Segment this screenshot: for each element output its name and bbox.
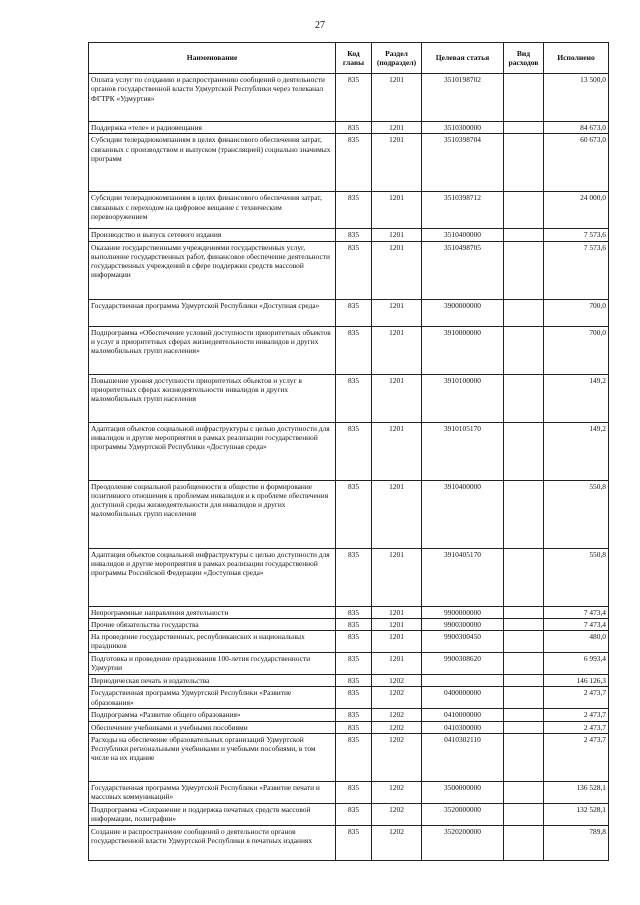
row-section-cell: 1201 — [372, 134, 422, 192]
row-type-cell — [504, 241, 544, 299]
table-row — [89, 687, 609, 709]
row-name-cell: Расходы на обеспечение образовательных организаций Удмуртской Республики региональными учебниками и учебными пособиями, в том числе на их издание — [89, 733, 336, 781]
row-type-cell — [504, 480, 544, 548]
row-amount-cell: 60 673,0 — [544, 134, 609, 192]
table-body — [89, 74, 609, 861]
row-section-cell: 1201 — [372, 548, 422, 606]
table-row — [89, 721, 609, 733]
table-row — [89, 374, 609, 422]
header-executed: Исполнено — [544, 43, 609, 74]
row-type-cell — [504, 721, 544, 733]
row-type-cell — [504, 631, 544, 653]
row-chapter-cell: 835 — [336, 606, 372, 618]
row-name-cell: Оказание государственными учреждениями государственных услуг, выполнение государственных работ, финансовое обеспечение деятельности государственных учреждений в сфере поддержки средств массовой информации — [89, 241, 336, 299]
table-row — [89, 229, 609, 241]
row-target-cell: 9900000000 — [422, 606, 504, 618]
row-target-cell: 0400000000 — [422, 687, 504, 709]
row-type-cell — [504, 134, 544, 192]
row-type-cell — [504, 606, 544, 618]
row-target-cell — [422, 675, 504, 687]
row-type-cell — [504, 74, 544, 122]
row-section-cell: 1201 — [372, 480, 422, 548]
row-target-cell: 3510198702 — [422, 74, 504, 122]
row-type-cell — [504, 675, 544, 687]
row-chapter-cell: 835 — [336, 781, 372, 803]
row-section-cell: 1202 — [372, 825, 422, 860]
row-section-cell: 1201 — [372, 422, 422, 480]
row-target-cell: 3910000000 — [422, 326, 504, 374]
row-name-cell: Периодическая печать и издательства — [89, 675, 336, 687]
row-name-cell: Непрограммные направления деятельности — [89, 606, 336, 618]
row-chapter-cell: 835 — [336, 229, 372, 241]
row-name-cell: Субсидии телерадиокомпаниям в целях финансового обеспечения затрат, связанных с переходом на цифровое вещание с техническим перевооружением — [89, 192, 336, 229]
row-amount-cell: 550,8 — [544, 548, 609, 606]
row-name-cell: Адаптация объектов социальной инфраструктуры с целью доступности для инвалидов и другие мероприятия в рамках реализации государственной программы Удмуртской Республики «Доступная среда» — [89, 422, 336, 480]
header-name: Наименование — [89, 43, 336, 74]
row-target-cell: 3910405170 — [422, 548, 504, 606]
row-type-cell — [504, 192, 544, 229]
row-amount-cell: 2 473,7 — [544, 709, 609, 721]
row-name-cell: Субсидии телерадиокомпаниям в целях финансового обеспечения затрат, связанных с производством и выпуском (трансляцией) социально значимых программ — [89, 134, 336, 192]
row-section-cell: 1201 — [372, 241, 422, 299]
row-amount-cell: 7 473,4 — [544, 618, 609, 630]
row-section-cell: 1202 — [372, 721, 422, 733]
row-amount-cell: 132 528,1 — [544, 803, 609, 825]
row-target-cell: 3510400000 — [422, 229, 504, 241]
row-section-cell: 1201 — [372, 122, 422, 134]
row-amount-cell: 7 473,4 — [544, 606, 609, 618]
table-row — [89, 134, 609, 192]
table-row — [89, 618, 609, 630]
row-section-cell: 1201 — [372, 618, 422, 630]
row-name-cell: Государственная программа Удмуртской Республики «Доступная среда» — [89, 299, 336, 326]
row-section-cell: 1201 — [372, 192, 422, 229]
row-name-cell: Повышение уровня доступности приоритетных объектов и услуг в приоритетных сферах жизнедеятельности инвалидов и других маломобильных групп населения — [89, 374, 336, 422]
table-row — [89, 675, 609, 687]
row-target-cell: 9900308620 — [422, 653, 504, 675]
row-chapter-cell: 835 — [336, 134, 372, 192]
header-section: Раздел (подраздел) — [372, 43, 422, 74]
row-amount-cell: 24 000,0 — [544, 192, 609, 229]
table-row — [89, 326, 609, 374]
row-type-cell — [504, 422, 544, 480]
table-row — [89, 606, 609, 618]
row-section-cell: 1201 — [372, 299, 422, 326]
row-chapter-cell: 835 — [336, 480, 372, 548]
row-chapter-cell: 835 — [336, 548, 372, 606]
row-target-cell: 9900300450 — [422, 631, 504, 653]
row-name-cell: На проведение государственных, республиканских и национальных праздников — [89, 631, 336, 653]
row-type-cell — [504, 229, 544, 241]
row-type-cell — [504, 709, 544, 721]
row-target-cell: 3510398704 — [422, 134, 504, 192]
table-row — [89, 422, 609, 480]
row-type-cell — [504, 122, 544, 134]
row-name-cell: Поддержка «теле» и радиовещания — [89, 122, 336, 134]
row-section-cell: 1202 — [372, 687, 422, 709]
row-chapter-cell: 835 — [336, 74, 372, 122]
row-amount-cell: 149,2 — [544, 422, 609, 480]
table-row — [89, 74, 609, 122]
row-section-cell: 1202 — [372, 675, 422, 687]
expenditure-table — [88, 42, 609, 861]
row-section-cell: 1201 — [372, 74, 422, 122]
header-expense-type: Вид расходов — [504, 43, 544, 74]
row-target-cell: 3520200000 — [422, 825, 504, 860]
table-row — [89, 299, 609, 326]
row-section-cell: 1201 — [372, 374, 422, 422]
table-row — [89, 548, 609, 606]
row-section-cell: 1202 — [372, 709, 422, 721]
row-name-cell: Оплата услуг по созданию и распространению сообщений о деятельности органов государственной власти Удмуртской Республики через телеканал ФГТРК «Удмуртия» — [89, 74, 336, 122]
row-chapter-cell: 835 — [336, 326, 372, 374]
row-amount-cell: 13 500,0 — [544, 74, 609, 122]
row-amount-cell: 550,8 — [544, 480, 609, 548]
table-row — [89, 803, 609, 825]
row-type-cell — [504, 548, 544, 606]
row-type-cell — [504, 733, 544, 781]
row-amount-cell: 6 993,4 — [544, 653, 609, 675]
row-amount-cell: 7 573,6 — [544, 241, 609, 299]
row-chapter-cell: 835 — [336, 192, 372, 229]
row-target-cell: 3500000000 — [422, 781, 504, 803]
row-target-cell: 3910400000 — [422, 480, 504, 548]
row-name-cell: Подготовка и проведение празднования 100-летия государственности Удмуртии — [89, 653, 336, 675]
table-row — [89, 631, 609, 653]
row-amount-cell: 7 573,6 — [544, 229, 609, 241]
row-name-cell: Подпрограмма «Развитие общего образования» — [89, 709, 336, 721]
row-chapter-cell: 835 — [336, 825, 372, 860]
header-target-article: Целевая статья — [422, 43, 504, 74]
row-type-cell — [504, 299, 544, 326]
row-amount-cell: 2 473,7 — [544, 721, 609, 733]
row-chapter-cell: 835 — [336, 687, 372, 709]
table-row — [89, 733, 609, 781]
row-name-cell: Преодоление социальной разобщенности в обществе и формирование позитивного отношения к проблемам инвалидов и к проблеме обеспечения доступной среды жизнедеятельности для инвалидов и других маломобильных групп населения — [89, 480, 336, 548]
row-name-cell: Обеспечение учебниками и учебными пособиями — [89, 721, 336, 733]
row-type-cell — [504, 687, 544, 709]
row-type-cell — [504, 781, 544, 803]
table-row — [89, 192, 609, 229]
row-amount-cell: 149,2 — [544, 374, 609, 422]
row-target-cell: 3510398712 — [422, 192, 504, 229]
row-name-cell: Прочие обязательства государства — [89, 618, 336, 630]
table-row — [89, 825, 609, 860]
row-chapter-cell: 835 — [336, 721, 372, 733]
row-chapter-cell: 835 — [336, 675, 372, 687]
row-amount-cell: 700,0 — [544, 299, 609, 326]
row-name-cell: Подпрограмма «Сохранение и поддержка печатных средств массовой информации, полиграфии» — [89, 803, 336, 825]
row-amount-cell: 146 126,3 — [544, 675, 609, 687]
row-type-cell — [504, 618, 544, 630]
row-amount-cell: 700,0 — [544, 326, 609, 374]
row-target-cell: 3510498705 — [422, 241, 504, 299]
row-name-cell: Создание и распространение сообщений о деятельности органов государственной власти Удмуртской Республики в печатных изданиях — [89, 825, 336, 860]
row-type-cell — [504, 374, 544, 422]
row-type-cell — [504, 653, 544, 675]
row-section-cell: 1202 — [372, 733, 422, 781]
row-chapter-cell: 835 — [336, 374, 372, 422]
row-name-cell: Государственная программа Удмуртской Республики «Развитие образования» — [89, 687, 336, 709]
row-section-cell: 1201 — [372, 229, 422, 241]
row-amount-cell: 480,0 — [544, 631, 609, 653]
row-target-cell: 0410300000 — [422, 721, 504, 733]
row-name-cell: Адаптация объектов социальной инфраструктуры с целью доступности для инвалидов и другие мероприятия в рамках реализации государственной программы Российской Федерации «Доступная среда» — [89, 548, 336, 606]
row-chapter-cell: 835 — [336, 709, 372, 721]
table-header-row — [89, 43, 609, 74]
row-amount-cell: 2 473,7 — [544, 733, 609, 781]
table-row — [89, 709, 609, 721]
row-section-cell: 1201 — [372, 631, 422, 653]
row-target-cell: 3910105170 — [422, 422, 504, 480]
row-section-cell: 1202 — [372, 803, 422, 825]
row-chapter-cell: 835 — [336, 299, 372, 326]
row-target-cell: 3510300000 — [422, 122, 504, 134]
row-section-cell: 1201 — [372, 326, 422, 374]
row-section-cell: 1201 — [372, 606, 422, 618]
row-chapter-cell: 835 — [336, 241, 372, 299]
row-chapter-cell: 835 — [336, 618, 372, 630]
row-chapter-cell: 835 — [336, 631, 372, 653]
row-chapter-cell: 835 — [336, 653, 372, 675]
row-chapter-cell: 835 — [336, 422, 372, 480]
header-chapter-code: Код главы — [336, 43, 372, 74]
row-target-cell: 3910100000 — [422, 374, 504, 422]
row-target-cell: 0410302110 — [422, 733, 504, 781]
row-type-cell — [504, 326, 544, 374]
table-row — [89, 781, 609, 803]
row-section-cell: 1201 — [372, 653, 422, 675]
row-target-cell: 3900000000 — [422, 299, 504, 326]
row-target-cell: 0410000000 — [422, 709, 504, 721]
row-target-cell: 9900300000 — [422, 618, 504, 630]
row-chapter-cell: 835 — [336, 733, 372, 781]
row-amount-cell: 136 528,1 — [544, 781, 609, 803]
row-chapter-cell: 835 — [336, 122, 372, 134]
table-row — [89, 480, 609, 548]
row-amount-cell: 789,8 — [544, 825, 609, 860]
row-name-cell: Государственная программа Удмуртской Республики «Развитие печати и массовых коммуникаций» — [89, 781, 336, 803]
table-row — [89, 653, 609, 675]
row-target-cell: 3520000000 — [422, 803, 504, 825]
row-amount-cell: 2 473,7 — [544, 687, 609, 709]
page-number: 27 — [315, 20, 325, 31]
row-chapter-cell: 835 — [336, 803, 372, 825]
row-amount-cell: 84 673,0 — [544, 122, 609, 134]
row-section-cell: 1202 — [372, 781, 422, 803]
table-row — [89, 122, 609, 134]
table-row — [89, 241, 609, 299]
row-type-cell — [504, 803, 544, 825]
row-name-cell: Производство и выпуск сетевого издания — [89, 229, 336, 241]
row-type-cell — [504, 825, 544, 860]
row-name-cell: Подпрограмма «Обеспечение условий доступности приоритетных объектов и услуг в приоритетных сферах жизнедеятельности инвалидов и других маломобильных групп населения» — [89, 326, 336, 374]
